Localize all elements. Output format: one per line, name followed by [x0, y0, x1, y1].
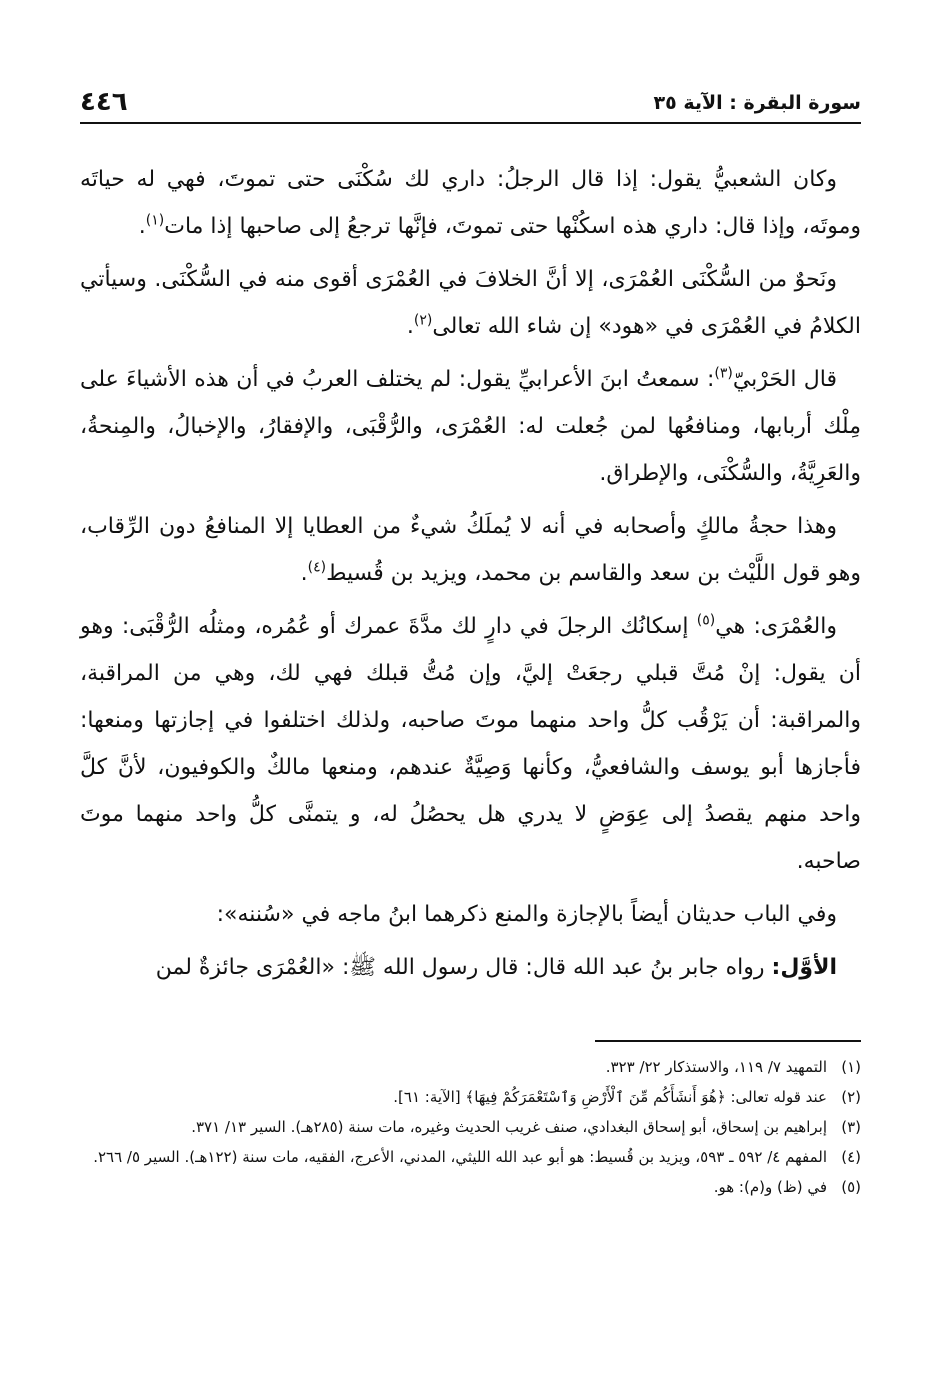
- paragraph-text: ونَحوٌ من السُّكْنَى العُمْرَى، إلا أنَّ الخلافَ في العُمْرَى أقوى منه في السُّكْنَى. وسيأتي الكلامُ في العُمْرَى في «هود» إن شاء الله تعالى: [80, 267, 861, 339]
- footnote-ref[interactable]: (٥): [696, 612, 716, 629]
- paragraph-text: : سمعتُ ابنَ الأعرابيِّ يقول: لم يختلف العربُ في أن هذه الأشياءَ على مِلْك أربابها، ومنافعُها لمن جُعلت له: العُمْرَى، والرُّقْبَى، والإفقارُ، والإخبالُ، والمِنحةُ، والعَرِيَّةُ، والسُّكْنَى، والإطراق.: [80, 367, 861, 486]
- footnote-item: [80, 1112, 861, 1142]
- paragraph-end: .: [138, 214, 146, 239]
- footnote-number: (٥): [841, 1178, 861, 1196]
- footnotes: [80, 1052, 861, 1202]
- paragraph-text: إسكانُك الرجلَ في دارٍ لك مدَّةَ عمرك أو عُمُره، ومثلُه الرُّقْبَى: وهو أن يقول: إنْ مُتَّ قبلي رجعَتْ إليَّ، وإن مُتُّ قبلك فهي لك، وهي من المراقبة، والمراقبة: أن يَرْقُب كلُّ واحد منهما موتَ صاحبه، ولذلك اختلفوا في إجازتها ومنعها: فأجازها أبو يوسف والشافعيُّ، وكأنها وَصِيَّةٌ عندهم، ومنعها مالكٌ والكوفيون، لأنَّ كلَّ واحد منهم يقصدُ إلى عِوَضٍ لا يدري هل يحصُلُ له، و يتمنَّى كلُّ واحد منهما موتَ صاحبه.: [80, 614, 861, 874]
- footnote-text: التمهيد ٧/ ١١٩، والاستذكار ٢٢/ ٣٢٣.: [605, 1058, 827, 1076]
- footnote-ref[interactable]: (٤): [307, 559, 327, 576]
- paragraph-end: .: [300, 561, 308, 586]
- paragraph-6: [80, 891, 861, 938]
- paragraph-start: قال الحَرْبيّ: [732, 367, 837, 392]
- paragraph-2: [80, 256, 861, 350]
- paragraph-text: وفي الباب حديثان أيضاً بالإجازة والمنع ذكرهما ابنُ ماجه في «سُننه»:: [216, 902, 837, 927]
- footnote-text: عند قوله تعالى: ﴿هُوَ أَنشَأَكُم مِّنَ ٱلْأَرْضِ وَٱسْتَعْمَرَكُمْ فِيهَا﴾ [الآية: ٦١].: [393, 1088, 827, 1106]
- footnote-item: [80, 1082, 861, 1112]
- paragraph-text: رواه جابر بنُ عبد الله قال: قال رسول الله ﷺ: «العُمْرَى جائزةٌ لمن: [155, 955, 772, 980]
- paragraph-start: والعُمْرَى: هي: [715, 614, 837, 639]
- footnote-ref[interactable]: (١): [145, 212, 165, 229]
- footnote-divider: [595, 1040, 861, 1042]
- section-label: الأوَّل:: [771, 955, 837, 980]
- running-title: سورة البقرة : الآية ٣٥: [653, 92, 861, 114]
- paragraph-text: وكان الشعبيُّ يقول: إذا قال الرجلُ: داري لك سُكْنَى حتى تموتَ، فهي له حياتَه وموتَه، وإذا قال: داري هذه اسكُنْها حتى تموتَ، فإنَّها ترجعُ إلى صاحبها إذا مات: [80, 167, 861, 239]
- footnote-number: (٤): [841, 1148, 861, 1166]
- page-number: ٤٤٦: [80, 87, 128, 117]
- footnote-number: (٣): [841, 1118, 861, 1136]
- paragraph-3: [80, 356, 861, 497]
- page-header: [80, 82, 861, 124]
- paragraph-4: [80, 503, 861, 597]
- footnote-number: (١): [841, 1058, 861, 1076]
- footnote-number: (٢): [841, 1088, 861, 1106]
- paragraph-end: .: [406, 314, 414, 339]
- footnote-ref[interactable]: (٣): [714, 365, 733, 382]
- footnote-item: [80, 1142, 861, 1172]
- paragraph-1: [80, 156, 861, 250]
- paragraph-text: وهذا حجةُ مالكٍ وأصحابه في أنه لا يُملَكُ شيءٌ من العطايا إلا المنافعُ دون الرِّقاب، وهو قول اللَّيْث بن سعد والقاسم بن محمد، ويزيد بن قُسيط: [80, 514, 861, 586]
- footnote-text: في (ظ) و(م): هو.: [713, 1178, 827, 1196]
- footnote-text: المفهم ٤/ ٥٩٢ ـ ٥٩٣، ويزيد بن قُسيط: هو أبو عبد الله الليثي، المدني، الأعرج، الفقيه، مات سنة (١٢٢هـ). السير ٥/ ٢٦٦.: [93, 1148, 827, 1166]
- paragraph-5: [80, 603, 861, 885]
- main-text: [80, 156, 861, 991]
- footnote-ref[interactable]: (٢): [413, 312, 433, 329]
- footnote-text: إبراهيم بن إسحاق، أبو إسحاق البغدادي، صنف غريب الحديث وغيره، مات سنة (٢٨٥هـ). السير ١٣/ ٣٧١.: [191, 1118, 827, 1136]
- footnote-item: [80, 1052, 861, 1082]
- footnote-item: [80, 1172, 861, 1202]
- paragraph-7: [80, 944, 861, 991]
